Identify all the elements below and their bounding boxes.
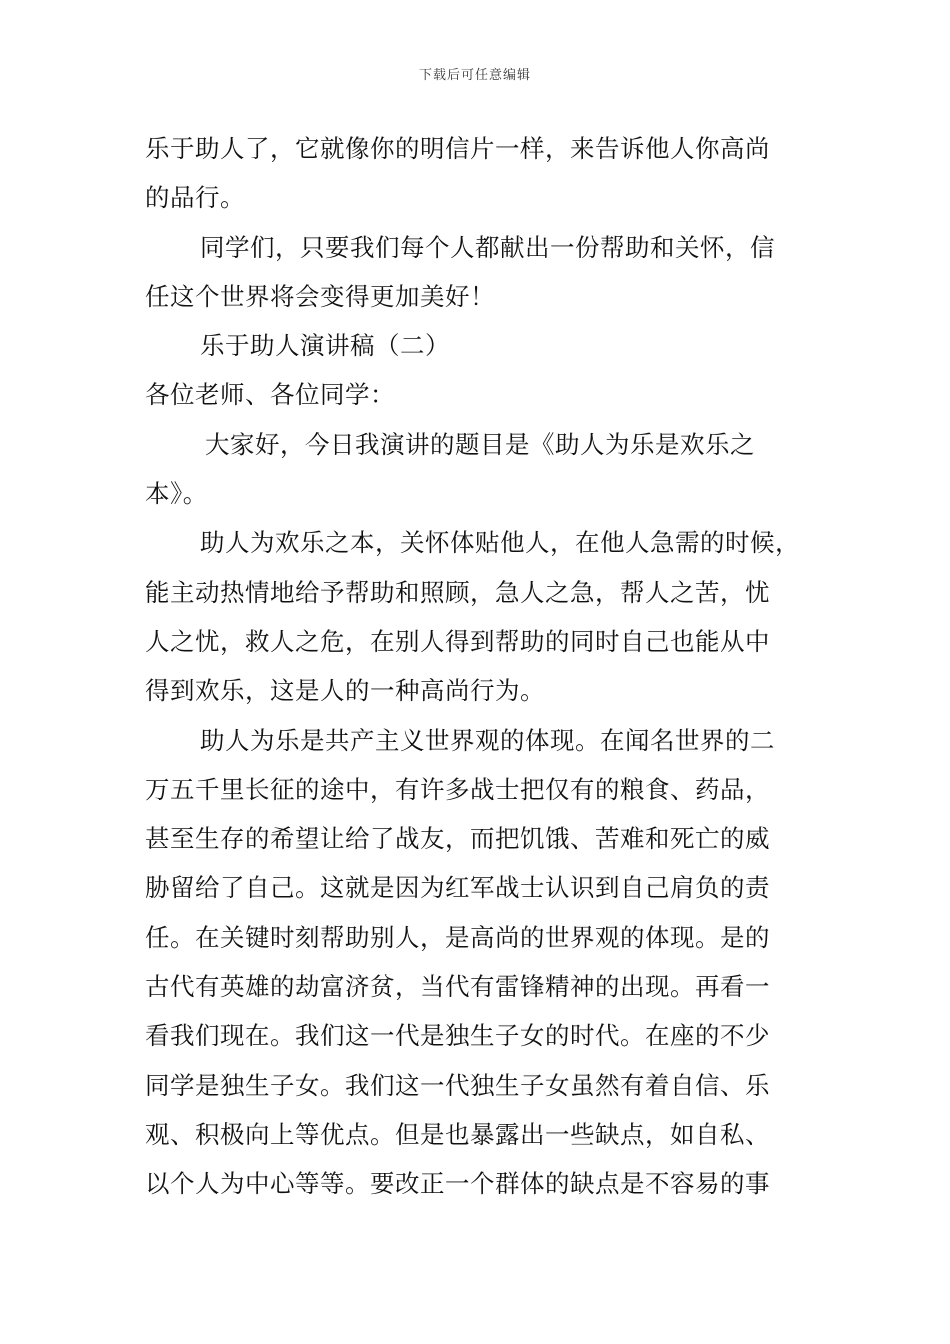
text-line: 看我们现在。我们这一代是独生子女的时代。在座的不少 <box>145 1021 770 1051</box>
text-line: 任。在关键时刻帮助别人，是高尚的世界观的体现。是的 <box>145 922 770 952</box>
text-line: 任这个世界将会变得更加美好！ <box>145 281 495 311</box>
document-body <box>145 124 815 1209</box>
text-line: 以个人为中心等等。要改正一个群体的缺点是不容易的事 <box>145 1169 770 1199</box>
text-line: 助人为欢乐之本，关怀体贴他人，在他人急需的时候， <box>200 528 800 558</box>
text-line: 同学是独生子女。我们这一代独生子女虽然有着自信、乐 <box>145 1070 770 1100</box>
text-line: 得到欢乐，这是人的一种高尚行为。 <box>145 676 545 706</box>
text-line: 助人为乐是共产主义世界观的体现。在闻名世界的二 <box>200 725 775 755</box>
text-line: 胁留给了自己。这就是因为红军战士认识到自己肩负的责 <box>145 873 770 903</box>
text-line: 甚至生存的希望让给了战友，而把饥饿、苦难和死亡的威 <box>145 824 770 854</box>
section-heading: 乐于助人演讲稿（二） <box>200 331 450 361</box>
text-line: 古代有英雄的劫富济贫，当代有雷锋精神的出现。再看一 <box>145 972 770 1002</box>
text-line: 乐于助人了，它就像你的明信片一样，来告诉他人你高尚 <box>145 134 770 163</box>
text-line: 万五千里长征的途中，有许多战士把仅有的粮食、药品， <box>145 774 770 804</box>
header-note: 下载后可任意编辑 <box>418 68 531 83</box>
text-line: 能主动热情地给予帮助和照顾，急人之急，帮人之苦，忧 <box>145 577 770 607</box>
text-line: 本》。 <box>145 479 208 509</box>
text-line: 大家好，今日我演讲的题目是《助人为乐是欢乐之 <box>205 429 755 459</box>
salutation: 各位老师、各位同学： <box>145 380 395 410</box>
text-line: 同学们，只要我们每个人都献出一份帮助和关怀，信 <box>200 232 775 262</box>
text-line: 人之忧，救人之危，在别人得到帮助的同时自己也能从中 <box>145 626 770 656</box>
text-line: 观、积极向上等优点。但是也暴露出一些缺点，如自私、 <box>145 1119 770 1149</box>
text-line: 的品行。 <box>145 183 245 213</box>
